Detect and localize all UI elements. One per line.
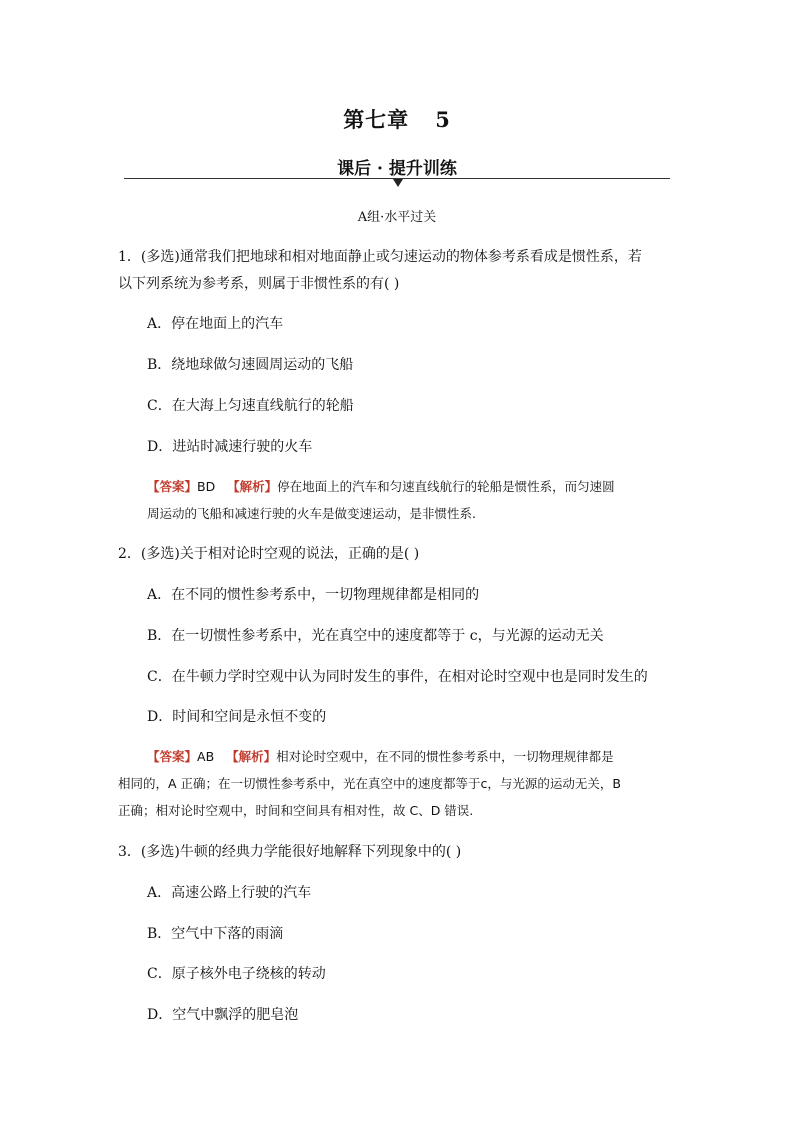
analysis-line-1: 相对论时空观中，在不同的惯性参考系中，一切物理规律都是 — [276, 749, 614, 764]
group-title: A组·水平过关 — [357, 210, 437, 225]
chapter-label: 第七章 — [343, 107, 410, 132]
q2-option-d: D．时间和空间是永恒不变的 — [147, 709, 327, 725]
q2-option-b: B．在一切惯性参考系中，光在真空中的速度都等于 c，与光源的运动无关 — [147, 628, 604, 644]
analysis-tag: 【解析】 — [227, 479, 278, 494]
q1-option-c: C．在大海上匀速直线航行的轮船 — [147, 398, 354, 414]
section-label: 课后 · 提升训练 — [337, 159, 457, 179]
question-1 — [118, 244, 678, 298]
chapter-number: 5 — [435, 107, 451, 132]
question-3-line-1: 3．(多选)牛顿的经典力学能很好地解释下列现象中的( ) — [118, 844, 462, 860]
triangle-down-icon — [393, 179, 403, 187]
chapter-title — [0, 104, 794, 134]
analysis-line-2: 周运动的飞船和减速行驶的火车是做变速运动，是非惯性系. — [147, 506, 476, 521]
q2-option-a: A．在不同的惯性参考系中，一切物理规律都是相同的 — [147, 587, 480, 603]
q3-option-c: C．原子核外电子绕核的转动 — [147, 966, 326, 982]
q2-answer-block — [118, 743, 683, 824]
question-1-line-2: 以下列系统为参考系，则属于非惯性系的有( ) — [118, 276, 400, 292]
analysis-line-1: 停在地面上的汽车和匀速直线航行的轮船是惯性系，而匀速圆 — [277, 479, 615, 494]
section-header — [124, 154, 670, 188]
q3-option-d: D．空气中飘浮的肥皂泡 — [147, 1007, 299, 1023]
answer-tag: 【答案】 — [147, 749, 198, 764]
question-1-line-1: 1．(多选)通常我们把地球和相对地面静止或匀速运动的物体参考系看成是惯性系，若 — [118, 249, 642, 265]
answer-value: AB — [197, 749, 215, 764]
answer-value: BD — [197, 479, 216, 494]
question-3 — [118, 839, 678, 866]
analysis-tag: 【解析】 — [226, 749, 277, 764]
analysis-line-2: 相同的，A 正确；在一切惯性参考系中，光在真空中的速度都等于c，与光源的运动无关，B — [118, 776, 621, 791]
answer-tag: 【答案】 — [147, 479, 198, 494]
q1-answer-block — [147, 473, 682, 527]
question-2 — [118, 541, 678, 568]
q1-option-b: B．绕地球做匀速圆周运动的飞船 — [147, 357, 354, 373]
analysis-line-3: 正确；相对论时空观中，时间和空间具有相对性，故 C、D 错误. — [118, 803, 474, 818]
q2-option-c: C．在牛顿力学时空观中认为同时发生的事件，在相对论时空观中也是同时发生的 — [147, 669, 648, 685]
q1-option-a: A．停在地面上的汽车 — [147, 316, 284, 332]
q3-option-b: B．空气中下落的雨滴 — [147, 926, 284, 942]
q3-option-a: A．高速公路上行驶的汽车 — [147, 885, 312, 901]
question-2-line-1: 2．(多选)关于相对论时空观的说法，正确的是( ) — [118, 546, 420, 562]
q1-option-d: D．进站时减速行驶的火车 — [147, 439, 313, 455]
